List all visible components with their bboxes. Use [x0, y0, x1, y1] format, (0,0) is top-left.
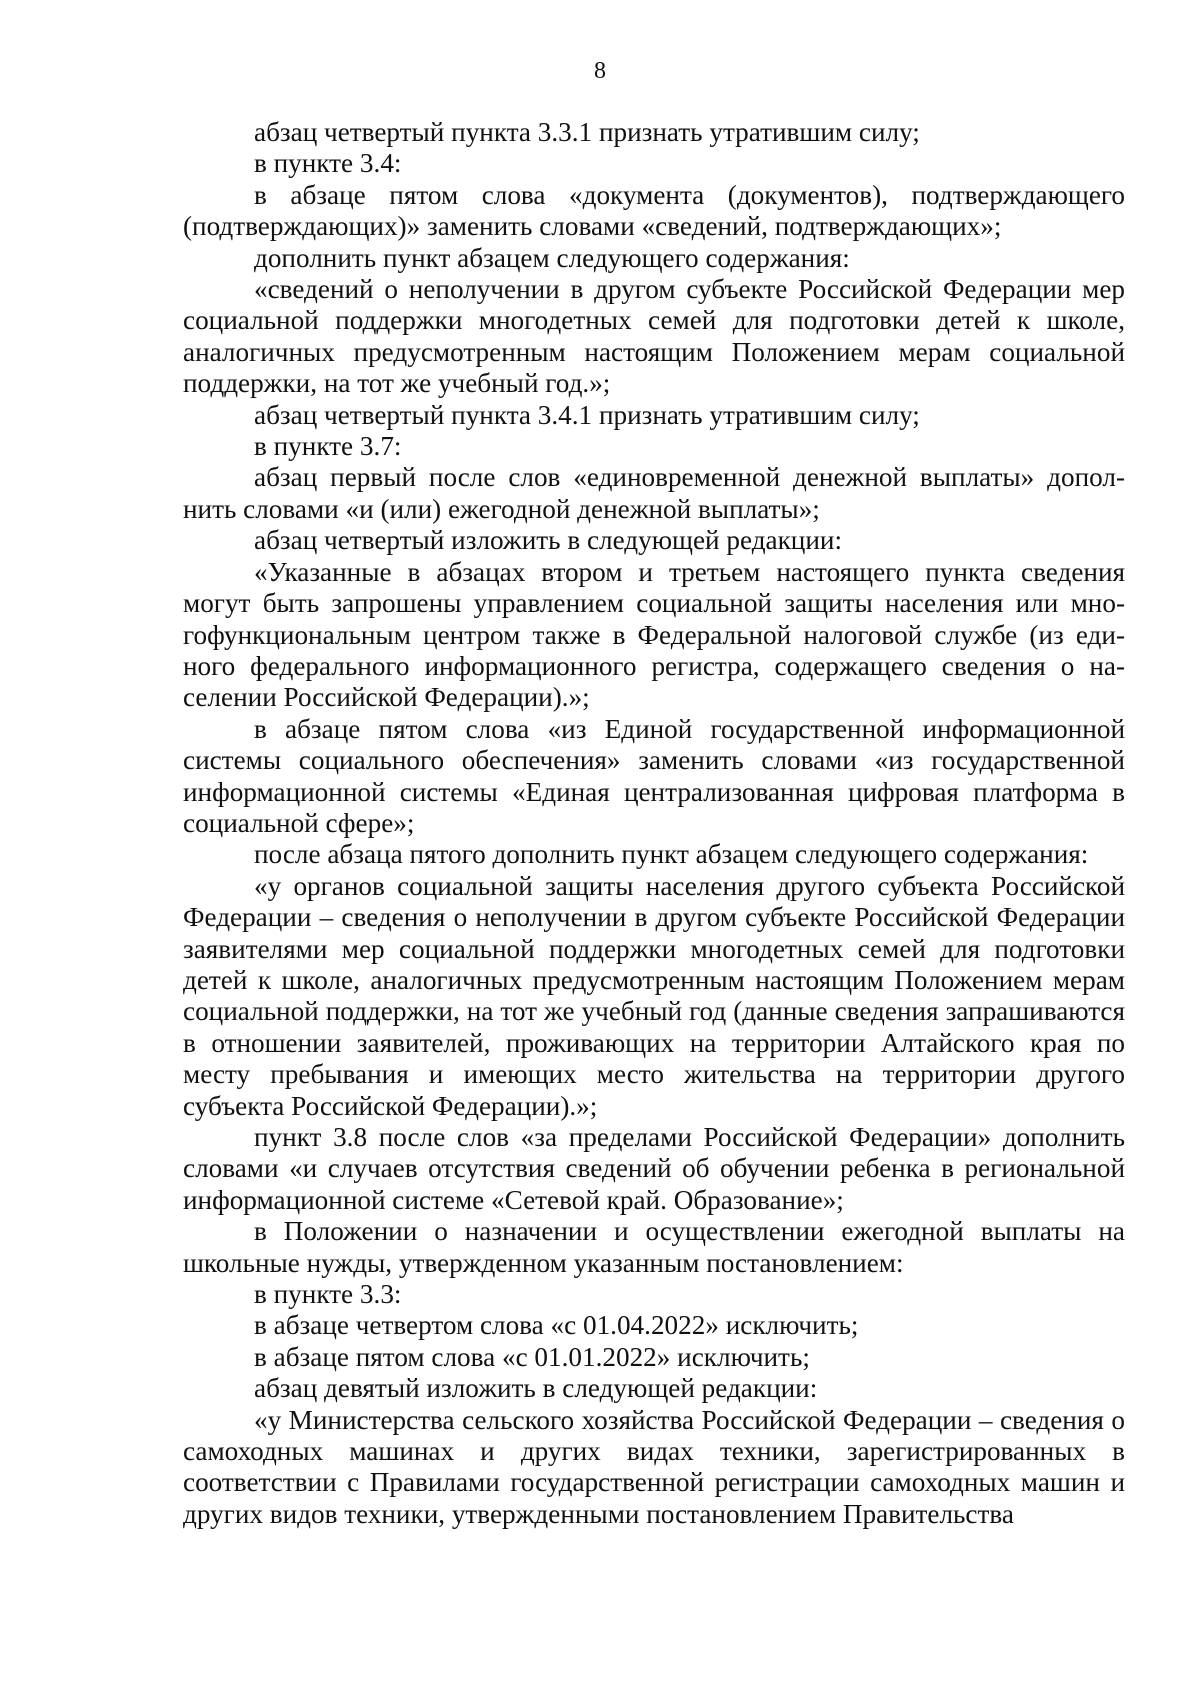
paragraph: абзац четвертый изложить в следующей редакции:: [254, 525, 843, 556]
paragraph: в пункте 3.7:: [254, 431, 402, 462]
page-number: 8: [594, 58, 606, 84]
paragraph: пункт 3.8 после слов «за пределами Российской Федерации» дополнить словами «и случаев отсутствия сведений об обучении ребенка в региональной информационной системе «Сетевой край. Образование»;: [183, 1122, 1125, 1215]
paragraph: в пункте 3.3:: [254, 1279, 402, 1310]
paragraph: в Положении о назначении и осуществлении ежегодной выплаты на школьные нужды, утвержденном указанным постановлением:: [183, 1216, 1125, 1278]
paragraph: абзац четвертый пункта 3.3.1 признать утратившим силу;: [254, 117, 920, 147]
paragraph: абзац первый после слов «единовременной денежной выплаты» дополнить словами «и (или) ежегодной денежной выплаты»;: [183, 462, 1125, 524]
paragraph: в пункте 3.4:: [254, 148, 402, 179]
paragraph: абзац девятый изложить в следующей редакции:: [254, 1373, 818, 1404]
paragraph: «Указанные в абзацах втором и третьем настоящего пункта сведения могут быть запрошены управлением социальной защиты населения или многофункциональным центром также в Федеральной налоговой службе (из единого федерального информационного регистра, содержащего сведения о населении Российской Федерации).»;: [183, 556, 1125, 713]
paragraph: в абзаце четвертом слова «с 01.04.2022» исключить;: [254, 1310, 859, 1341]
paragraph: дополнить пункт абзацем следующего содержания:: [254, 242, 850, 273]
paragraph: «у органов социальной защиты населения другого субъекта Российской Федерации – сведения о неполучении в другом субъекте Российской Федерации заявителями мер социальной поддержки многодетных семей для подготовки детей к школе, аналогичных предусмотренным настоящим Положением мерам социальной поддержки, на тот же учебный год (данные сведения запрашиваются в отношении заявителей, проживающих на территории Алтайского края по месту пребывания и имеющих место жительства на территории другого субъекта Российской Федерации).»;: [183, 870, 1125, 1121]
paragraph: абзац четвертый пункта 3.4.1 признать утратившим силу;: [254, 399, 920, 430]
paragraph: «у Министерства сельского хозяйства Российской Федерации – сведения о самоходных машинах и других видах техники, зарегистрированных в соответствии с Правилами государственной регистрации самоходных машин и других видов техники, утвержденными постановлением Правительства: [183, 1404, 1125, 1529]
paragraph: в абзаце пятом слова «из Единой государственной информационной системы социального обеспечения» заменить словами «из государственной информационной системы «Единая централизованная цифровая платформа в социальной сфере»;: [183, 713, 1125, 838]
paragraph: «сведений о неполучении в другом субъекте Российской Федерации мер социальной поддержки многодетных семей для подготовки детей к школе, аналогичных предусмотренным настоящим Положением мерам социальной поддержки, на тот же учебный год.»;: [183, 274, 1125, 399]
paragraph: после абзаца пятого дополнить пункт абзацем следующего содержания:: [254, 839, 1089, 870]
paragraph: в абзаце пятом слова «с 01.01.2022» исключить;: [254, 1341, 810, 1372]
document-body: [183, 117, 1125, 1530]
paragraph: в абзаце пятом слова «документа (документов), подтверждающего (подтверждающих)» заменить словами «сведений, подтверждающих»;: [183, 179, 1125, 242]
